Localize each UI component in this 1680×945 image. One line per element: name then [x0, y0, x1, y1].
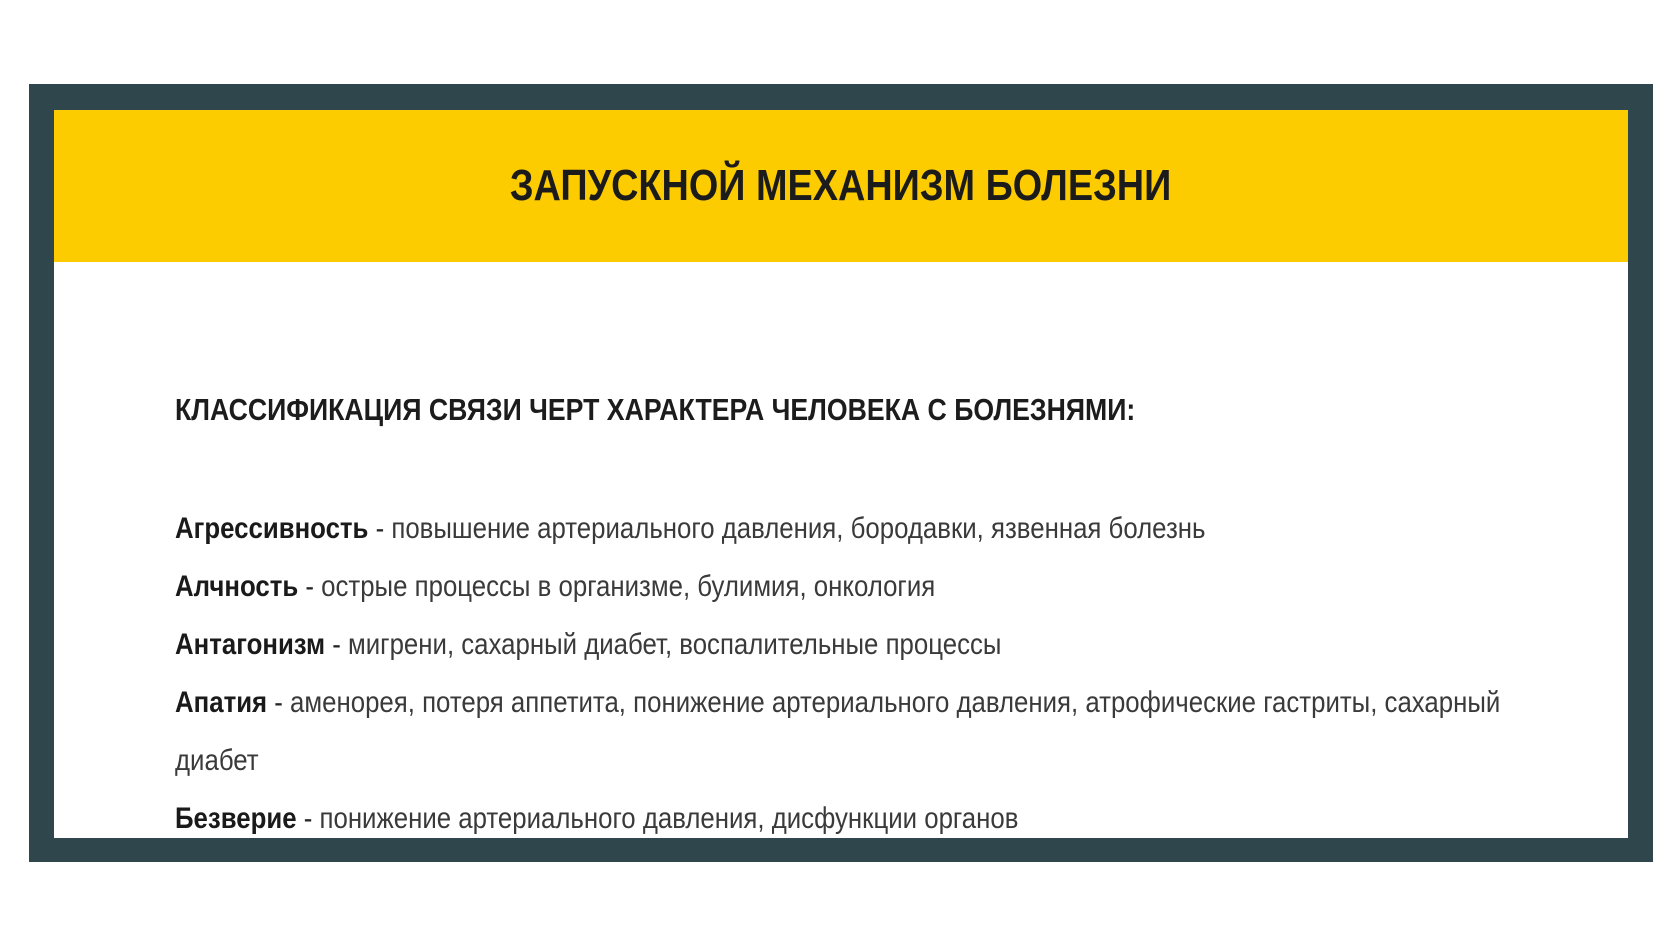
separator: -: [298, 570, 322, 603]
disease-description: мигрени, сахарный диабет, воспалительные процессы: [348, 628, 1002, 661]
trait-term: Антагонизм: [175, 628, 326, 661]
trait-term: Апатия: [175, 686, 268, 719]
list-item: [175, 500, 1502, 558]
trait-term: Агрессивность: [175, 512, 369, 545]
separator: -: [368, 512, 392, 545]
list-item: [175, 616, 1502, 674]
separator: -: [267, 686, 291, 719]
disease-description: острые процессы в организме, булимия, онкология: [321, 570, 936, 603]
classification-heading: КЛАССИФИКАЦИЯ СВЯЗИ ЧЕРТ ХАРАКТЕРА ЧЕЛОВЕКА С БОЛЕЗНЯМИ:: [175, 392, 1136, 427]
trait-term: Алчность: [175, 570, 299, 603]
title-banner: [54, 110, 1628, 262]
separator: -: [325, 628, 349, 661]
slide-title: ЗАПУСКНОЙ МЕХАНИЗМ БОЛЕЗНИ: [510, 161, 1172, 210]
list-item: [175, 790, 1502, 838]
slide-content: [54, 110, 1628, 838]
list-item: [175, 558, 1502, 616]
slide-frame: [29, 84, 1653, 862]
separator: -: [296, 802, 320, 835]
trait-disease-list: [175, 500, 1505, 838]
list-item: [175, 674, 1502, 790]
trait-term: Безверие: [175, 802, 297, 835]
disease-description: аменорея, потеря аппетита, понижение артериального давления, атрофические гастриты, сахарный диабет: [175, 686, 1501, 777]
disease-description: повышение артериального давления, бородавки, язвенная болезнь: [391, 512, 1206, 545]
disease-description: понижение артериального давления, дисфункции органов: [319, 802, 1019, 835]
